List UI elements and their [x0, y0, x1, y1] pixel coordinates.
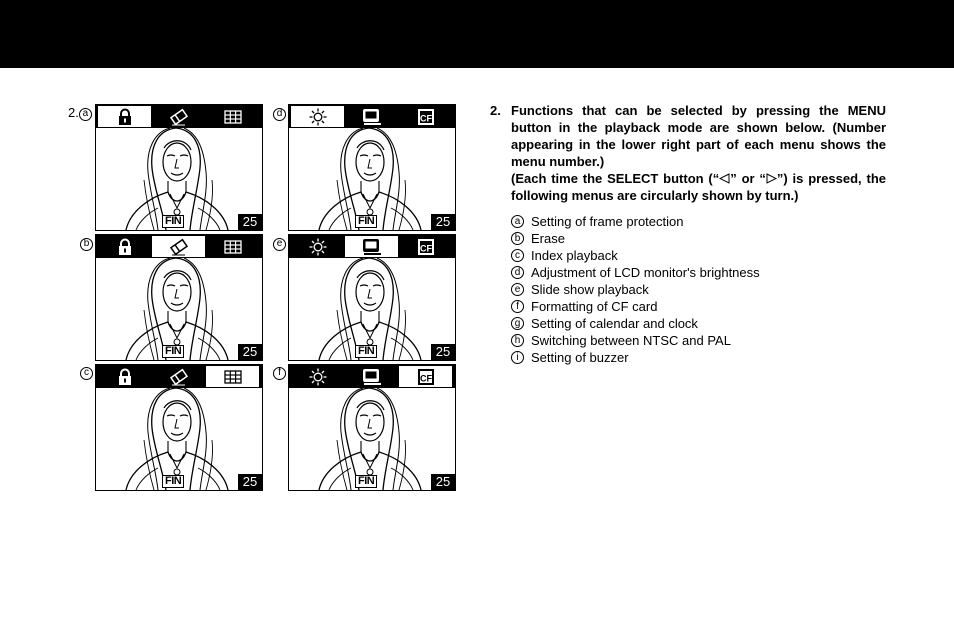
menu-list	[511, 213, 886, 366]
fin-label: FIN	[355, 475, 377, 488]
menu-tab	[206, 106, 259, 127]
menu-tab	[345, 366, 398, 387]
menu-tab	[152, 106, 205, 127]
list-item: e Slide show playback	[511, 281, 886, 298]
left-triangle-icon	[719, 173, 730, 184]
list-item: h Switching between NTSC and PAL	[511, 332, 886, 349]
cf-card-icon	[417, 108, 435, 126]
section-2	[490, 102, 886, 204]
svg-text:CF: CF	[419, 372, 432, 383]
fin-label: FIN	[162, 475, 184, 488]
menu-number: 25	[238, 474, 262, 490]
grid-icon	[224, 370, 242, 384]
section-para-1: Functions that can be selected by pressing the MENU button in the playback mode are shown below. (Number appearing in the lower right part of each menu shows the menu number.)	[511, 103, 886, 169]
sun-icon	[309, 108, 327, 126]
menu-tab	[98, 236, 151, 257]
list-item: d Adjustment of LCD monitor's brightness	[511, 264, 886, 281]
svg-text:CF: CF	[419, 242, 432, 253]
section-para-2: (Each time the SELECT button (“ ” or “ ”) is pressed, the following menus are circularly shown by turn.)	[511, 171, 886, 203]
eraser-icon	[169, 238, 189, 256]
grid-icon	[224, 240, 242, 254]
cf-card-icon	[417, 238, 435, 256]
menu-screen-e	[288, 234, 456, 361]
panel-label-c: c	[80, 364, 93, 380]
menu-tab	[152, 366, 205, 387]
menu-number: 25	[238, 344, 262, 360]
menu-bar	[96, 235, 262, 258]
panel-label-a: 2. a	[68, 105, 92, 121]
instructions	[490, 102, 886, 366]
monitor-icon	[361, 238, 383, 256]
fin-label: FIN	[162, 215, 184, 228]
menu-screen-b	[95, 234, 263, 361]
menu-bar	[289, 105, 455, 128]
menu-tab	[345, 106, 398, 127]
lock-icon	[116, 238, 134, 256]
list-item: c Index playback	[511, 247, 886, 264]
menu-bar	[289, 365, 455, 388]
menu-bar	[289, 235, 455, 258]
menu-tab	[399, 366, 452, 387]
list-item: a Setting of frame protection	[511, 213, 886, 230]
panel-label-e: e	[273, 235, 286, 251]
grid-icon	[224, 110, 242, 124]
menu-screen-c	[95, 364, 263, 491]
cf-card-icon	[417, 368, 435, 386]
menu-number: 25	[431, 344, 455, 360]
list-item: g Setting of calendar and clock	[511, 315, 886, 332]
menu-tab	[206, 366, 259, 387]
menu-tab	[98, 366, 151, 387]
lock-icon	[116, 368, 134, 386]
menu-tab	[291, 236, 344, 257]
menu-number: 25	[431, 474, 455, 490]
section-number: 2.	[490, 103, 501, 118]
menu-bar	[96, 105, 262, 128]
menu-tab	[291, 106, 344, 127]
list-item: i Setting of buzzer	[511, 349, 886, 366]
header-band	[0, 0, 954, 68]
list-item: f Formatting of CF card	[511, 298, 886, 315]
menu-screen-f	[288, 364, 456, 491]
list-item: b Erase	[511, 230, 886, 247]
menu-tab	[345, 236, 398, 257]
menu-bar	[96, 365, 262, 388]
fin-label: FIN	[162, 345, 184, 358]
menu-tab	[399, 106, 452, 127]
menu-tab	[206, 236, 259, 257]
sun-icon	[309, 238, 327, 256]
menu-tab	[152, 236, 205, 257]
menu-number: 25	[431, 214, 455, 230]
monitor-icon	[361, 108, 383, 126]
lock-icon	[116, 108, 134, 126]
eraser-icon	[169, 108, 189, 126]
panel-label-b: b	[80, 235, 93, 251]
menu-tab	[98, 106, 151, 127]
fin-label: FIN	[355, 215, 377, 228]
monitor-icon	[361, 368, 383, 386]
menu-screen-a	[95, 104, 263, 231]
menu-number: 25	[238, 214, 262, 230]
sun-icon	[309, 368, 327, 386]
menu-screen-d	[288, 104, 456, 231]
svg-text:CF: CF	[419, 112, 432, 123]
menu-tab	[291, 366, 344, 387]
eraser-icon	[169, 368, 189, 386]
menu-tab	[399, 236, 452, 257]
fin-label: FIN	[355, 345, 377, 358]
panel-label-d: d	[273, 105, 286, 121]
panel-label-f: f	[273, 364, 286, 380]
right-triangle-icon	[766, 173, 777, 184]
